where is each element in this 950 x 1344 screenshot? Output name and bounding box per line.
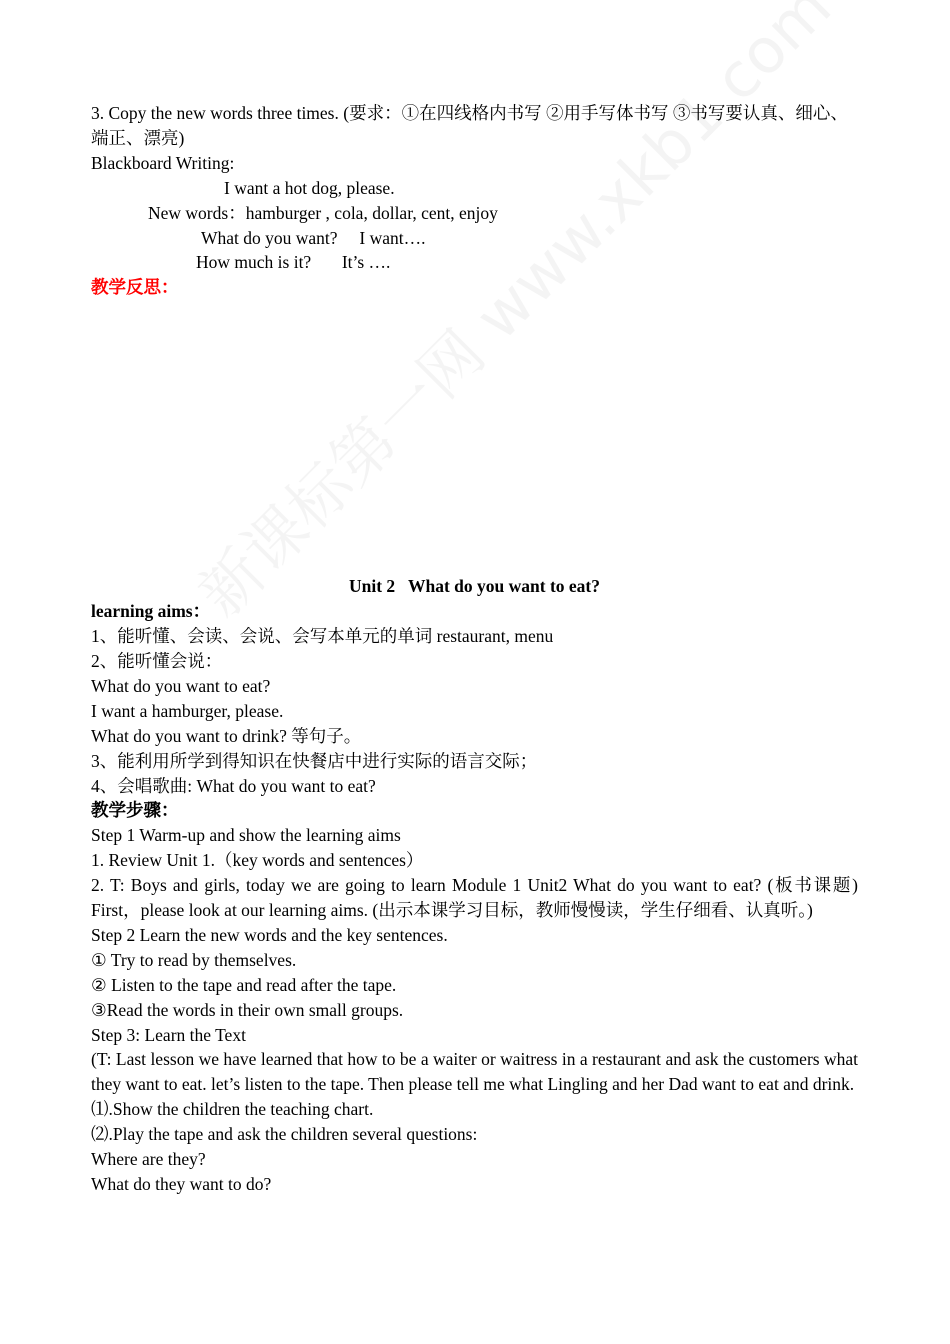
steps-heading: 教学步骤： bbox=[91, 800, 179, 821]
step-line: ⑵.Play the tape and ask the children several questions: bbox=[91, 1124, 478, 1145]
blackboard-line-4: How much is it? It’s …. bbox=[196, 252, 391, 273]
step-line: ① Try to read by themselves. bbox=[91, 949, 297, 970]
step-line: ⑴.Show the children the teaching chart. bbox=[91, 1099, 374, 1120]
blackboard-line-1: I want a hot dog, please. bbox=[224, 177, 395, 198]
aim-item: 3、能利用所学到得知识在快餐店中进行实际的语言交际； bbox=[91, 750, 538, 771]
reflection-heading: 教学反思： bbox=[91, 277, 179, 298]
blackboard-line-2: New words：hamburger , cola, dollar, cent, enjoy bbox=[148, 202, 498, 223]
blackboard-heading: Blackboard Writing: bbox=[91, 152, 235, 173]
step-line: 1. Review Unit 1.（key words and sentences） bbox=[91, 850, 424, 871]
aim-item: 1、能听懂、会读、会说、会写本单元的单词 restaurant, menu bbox=[91, 626, 554, 647]
step-line: ③Read the words in their own small groups. bbox=[91, 999, 404, 1020]
step-line: What do they want to do? bbox=[91, 1174, 272, 1194]
blank-space bbox=[91, 300, 858, 574]
aim-item: 4、会唱歌曲: What do you want to eat? bbox=[91, 775, 376, 796]
document-page bbox=[91, 101, 858, 1197]
aim-item: What do you want to eat? bbox=[91, 675, 271, 696]
aim-item: I want a hamburger, please. bbox=[91, 700, 284, 721]
aim-item: What do you want to drink? 等句子。 bbox=[91, 725, 362, 746]
aims-heading: learning aims： bbox=[91, 601, 211, 622]
blackboard-line-3: What do you want? I want…. bbox=[201, 227, 426, 248]
step-line: Step 2 Learn the new words and the key sentences. bbox=[91, 924, 448, 945]
homework-line: 3. Copy the new words three times. (要求：①在四线格内书写 ②用手写体书写 ③书写要认真、细心、端正、漂亮) bbox=[91, 103, 848, 148]
aim-item: 2、能听懂会说： bbox=[91, 650, 223, 671]
step-line: Where are they? bbox=[91, 1149, 206, 1170]
step-paragraph: (T: Last lesson we have learned that how to be a waiter or waitress in a restaurant and ask the customers what they want to eat. let’s listen to the tape. Then please tell me what Lingling and her Dad want to eat and drink. bbox=[91, 1049, 858, 1095]
step-line: Step 1 Warm-up and show the learning aims bbox=[91, 825, 401, 846]
step-paragraph: 2. T: Boys and girls, today we are going to learn Module 1 Unit2 What do you want to eat? (板书课题) First，please look at our learning aims. (出示本课学习目标，教师慢慢读，学生仔细看、认真听。) bbox=[91, 875, 858, 921]
unit-title: Unit 2 What do you want to eat? bbox=[348, 576, 600, 597]
step-line: Step 3: Learn the Text bbox=[91, 1024, 246, 1045]
step-line: ② Listen to the tape and read after the tape. bbox=[91, 974, 397, 995]
